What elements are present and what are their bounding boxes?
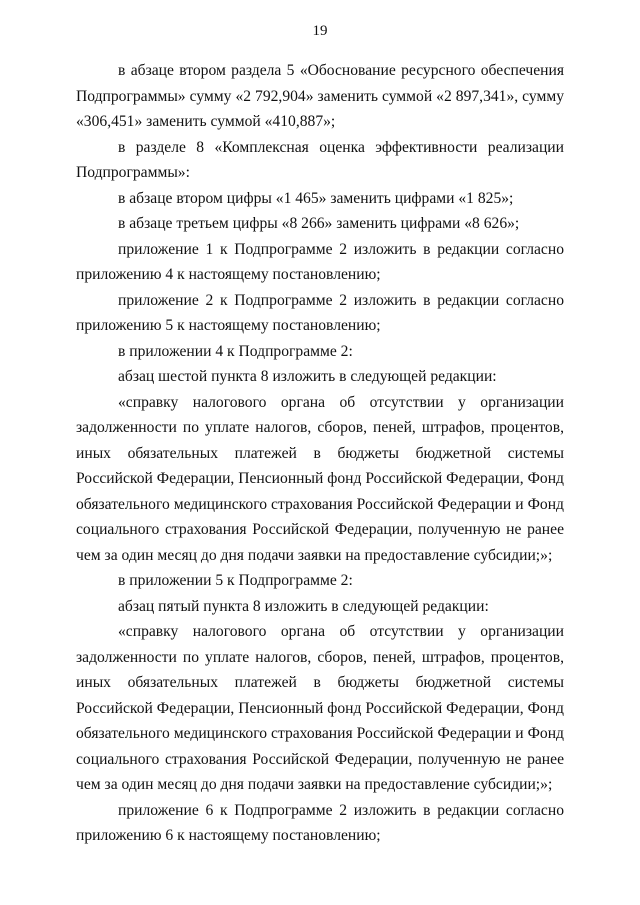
- paragraph-resource-section: в абзаце втором раздела 5 «Обоснование ресурсного обеспечения Подпрограммы» сумму «2 792,904» заменить суммой «2 897,341», сумму «306,451» заменить суммой «410,887»;: [76, 62, 564, 130]
- paragraph-section-8: в разделе 8 «Комплексная оценка эффективности реализации Подпрограммы»:: [76, 138, 564, 181]
- document-body: [76, 58, 564, 849]
- paragraph-third-digits: в абзаце третьем цифры «8 266» заменить цифрами «8 626»;: [118, 215, 520, 232]
- paragraph-second-digits: в абзаце втором цифры «1 465» заменить цифрами «1 825»;: [118, 189, 514, 207]
- paragraph-tax-certificate-1: «справку налогового органа об отсутствии у организации задолженности по уплате налогов, сборов, пеней, штрафов, процентов, иных обязательных платежей в бюджеты бюджетной системы Российской Федерации, Пенсионный фонд Российской Федерации, Фонд обязательного медицинского страхования Российской Федерации и Фонд социального страхования Российской Федерации, полученную не ранее чем за один месяц до дня подачи заявки на предоставление субсидии;»;: [76, 393, 564, 564]
- paragraph-in-appendix-5: в приложении 5 к Подпрограмме 2:: [118, 572, 353, 589]
- paragraph-appendix-1: приложение 1 к Подпрограмме 2 изложить в редакции согласно приложению 4 к настоящему постановлению;: [76, 240, 564, 283]
- paragraph-appendix-2: приложение 2 к Подпрограмме 2 изложить в редакции согласно приложению 5 к настоящему постановлению;: [76, 291, 564, 334]
- paragraph-tax-certificate-2: «справку налогового органа об отсутствии у организации задолженности по уплате налогов, сборов, пеней, штрафов, процентов, иных обязательных платежей в бюджеты бюджетной системы Российской Федерации, Пенсионный фонд Российской Федерации, Фонд обязательного медицинского страхования Российской Федерации и Фонд социального страхования Российской Федерации, полученную не ранее чем за один месяц до дня подачи заявки на предоставление субсидии;»;: [76, 623, 564, 793]
- paragraph-clause-8-fifth: абзац пятый пункта 8 изложить в следующей редакции:: [118, 597, 489, 615]
- paragraph-appendix-6: приложение 6 к Подпрограмме 2 изложить в редакции согласно приложению 6 к настоящему постановлению;: [76, 801, 564, 844]
- paragraph-in-appendix-4: в приложении 4 к Подпрограмме 2:: [118, 342, 353, 360]
- page-number: 19: [312, 23, 328, 39]
- paragraph-clause-8-sixth: абзац шестой пункта 8 изложить в следующей редакции:: [118, 368, 497, 385]
